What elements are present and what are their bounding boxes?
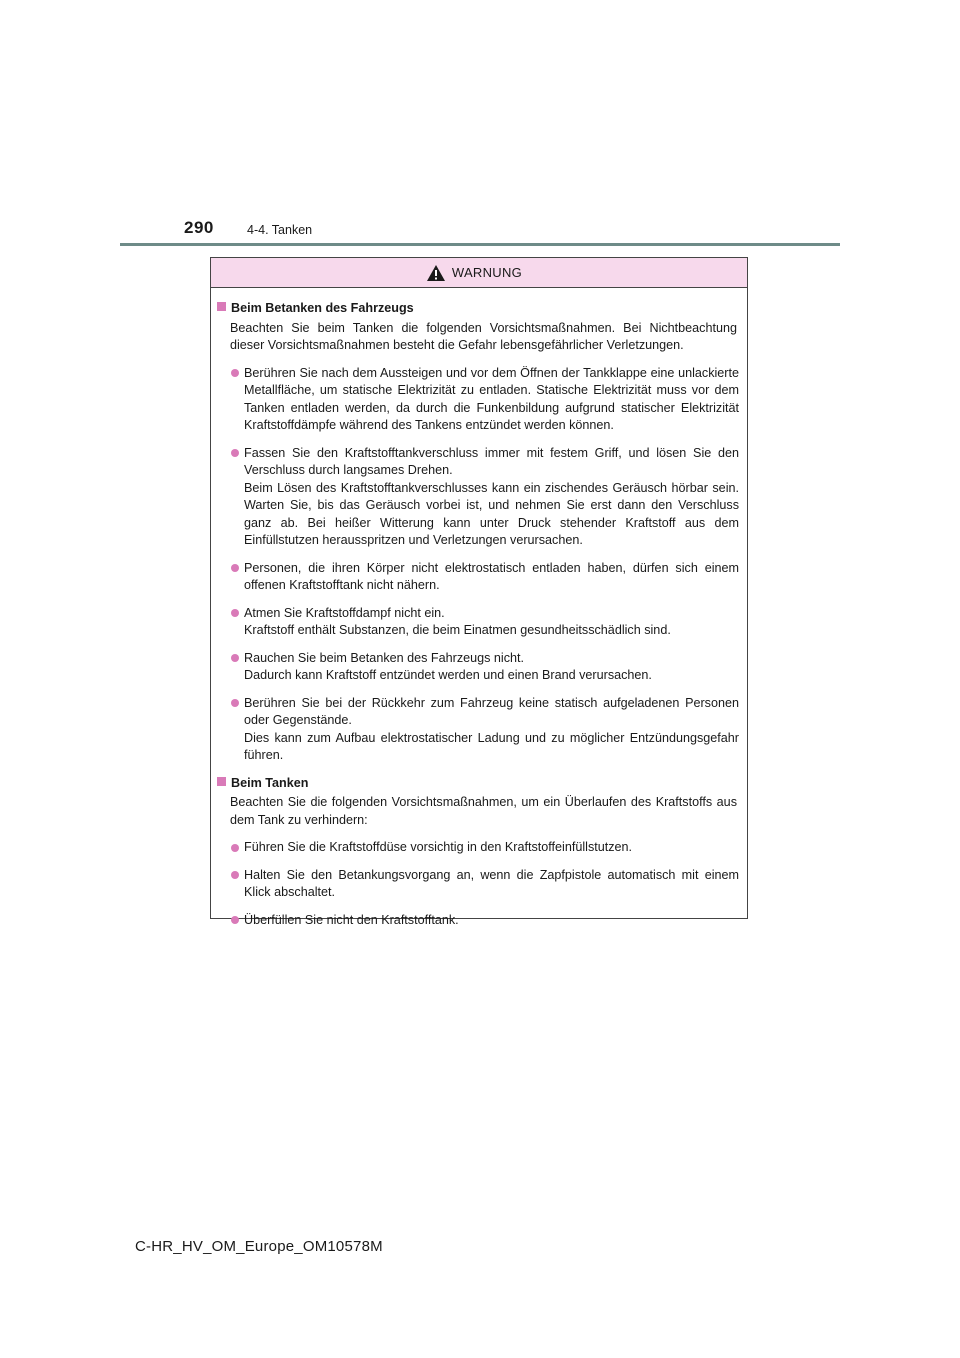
warning-body: [211, 288, 747, 929]
warning-header: [211, 258, 747, 288]
list-item-line: Berühren Sie bei der Rückkehr zum Fahrzeug keine statisch aufgeladenen Personen oder Gegenstände.: [244, 695, 739, 727]
list-item: [217, 605, 741, 640]
warning-triangle-icon: [426, 264, 446, 282]
list-item-text: [244, 560, 741, 595]
circle-bullet-icon: [231, 564, 239, 572]
list-item-line: Personen, die ihren Körper nicht elektrostatisch entladen haben, dürfen sich einem offenen Kraftstofftank nicht nähern.: [244, 560, 739, 592]
list-item-text: [244, 912, 741, 930]
list-item-line: Atmen Sie Kraftstoffdampf nicht ein.: [244, 605, 445, 620]
list-item-line: Kraftstoff enthält Substanzen, die beim Einatmen gesundheitsschädlich sind.: [244, 623, 671, 637]
list-item: [217, 695, 741, 765]
list-item: [217, 650, 741, 685]
list-item: [217, 445, 741, 550]
list-item-line: Rauchen Sie beim Betanken des Fahrzeugs nicht.: [244, 650, 525, 665]
section-heading: [217, 300, 741, 318]
list-item-line: Beim Lösen des Kraftstofftankverschlusses kann ein zischendes Geräusch hörbar sein. Warten Sie, bis das Geräusch vorbei ist, und nehmen Sie erst dann den Verschluss ganz ab. Bei heißer Witterung kann unter Druck stehender Kraftstoff aus dem Einfüllstutzen herausspritzen und Verletzungen verursachen.: [244, 480, 739, 547]
section-title: 4-4. Tanken: [247, 223, 313, 237]
circle-bullet-icon: [231, 871, 239, 879]
list-item-line: Halten Sie den Betankungsvorgang an, wenn die Zapfpistole automatisch mit einem Klick abschaltet.: [244, 867, 739, 899]
warning-title: WARNUNG: [451, 265, 523, 280]
list-item-line: Berühren Sie nach dem Aussteigen und vor dem Öffnen der Tankklappe eine unlackierte Metallfläche, um statische Elektrizität zu entladen. Statische Elektrizität muss vor dem Tanken entladen werden, da durch die Funkenbildung aufgrund statischer Elektrizität Kraftstoffdämpfe während des Tankens entzündet werden können.: [244, 365, 739, 432]
section-intro: Beachten Sie die folgenden Vorsichtsmaßnahmen, um ein Überlaufen des Kraftstoffs aus dem Tank zu verhindern:: [230, 795, 737, 827]
list-item-text: [244, 650, 741, 685]
footer-code: C-HR_HV_OM_Europe_OM10578M: [135, 1238, 383, 1255]
list-item-text: [244, 365, 741, 435]
list-item-text: [244, 867, 741, 902]
circle-bullet-icon: [231, 916, 239, 924]
header-rule: [120, 243, 840, 246]
section-intro: Beachten Sie beim Tanken die folgenden Vorsichtsmaßnahmen. Bei Nichtbeachtung dieser Vorsichtsmaßnahmen besteht die Gefahr lebensgefährlicher Verletzungen.: [230, 320, 737, 352]
circle-bullet-icon: [231, 844, 239, 852]
list-item: [217, 912, 741, 930]
list-item-line: Fassen Sie den Kraftstofftankverschluss immer mit festem Griff, und lösen Sie den Verschluss durch langsames Drehen.: [244, 445, 739, 477]
square-bullet-icon: [217, 302, 226, 311]
page-number: 290: [184, 218, 214, 237]
list-item-line: Führen Sie die Kraftstoffdüse vorsichtig in den Kraftstoffeinfüllstutzen.: [244, 840, 633, 854]
section-heading-text: Beim Betanken des Fahrzeugs: [231, 301, 414, 315]
list-item-text: [244, 445, 741, 550]
circle-bullet-icon: [231, 699, 239, 707]
square-bullet-icon: [217, 777, 226, 786]
list-item-line: Überfüllen Sie nicht den Kraftstofftank.: [244, 912, 459, 927]
list-item-line: Dies kann zum Aufbau elektrostatischer Ladung und zu möglicher Entzündungsgefahr führen.: [244, 730, 739, 762]
list-item-text: [244, 839, 741, 857]
circle-bullet-icon: [231, 449, 239, 457]
list-item: [217, 839, 741, 857]
list-item-line: Dadurch kann Kraftstoff entzündet werden und einen Brand verursachen.: [244, 668, 652, 682]
section-heading-text: Beim Tanken: [231, 775, 309, 790]
list-item-text: [244, 605, 741, 640]
list-item: [217, 365, 741, 435]
warning-box: [210, 257, 748, 927]
circle-bullet-icon: [231, 609, 239, 617]
list-item: [217, 867, 741, 902]
list-item-text: [244, 695, 741, 765]
circle-bullet-icon: [231, 369, 239, 377]
list-item: [217, 560, 741, 595]
circle-bullet-icon: [231, 654, 239, 662]
section-heading: [217, 775, 741, 793]
